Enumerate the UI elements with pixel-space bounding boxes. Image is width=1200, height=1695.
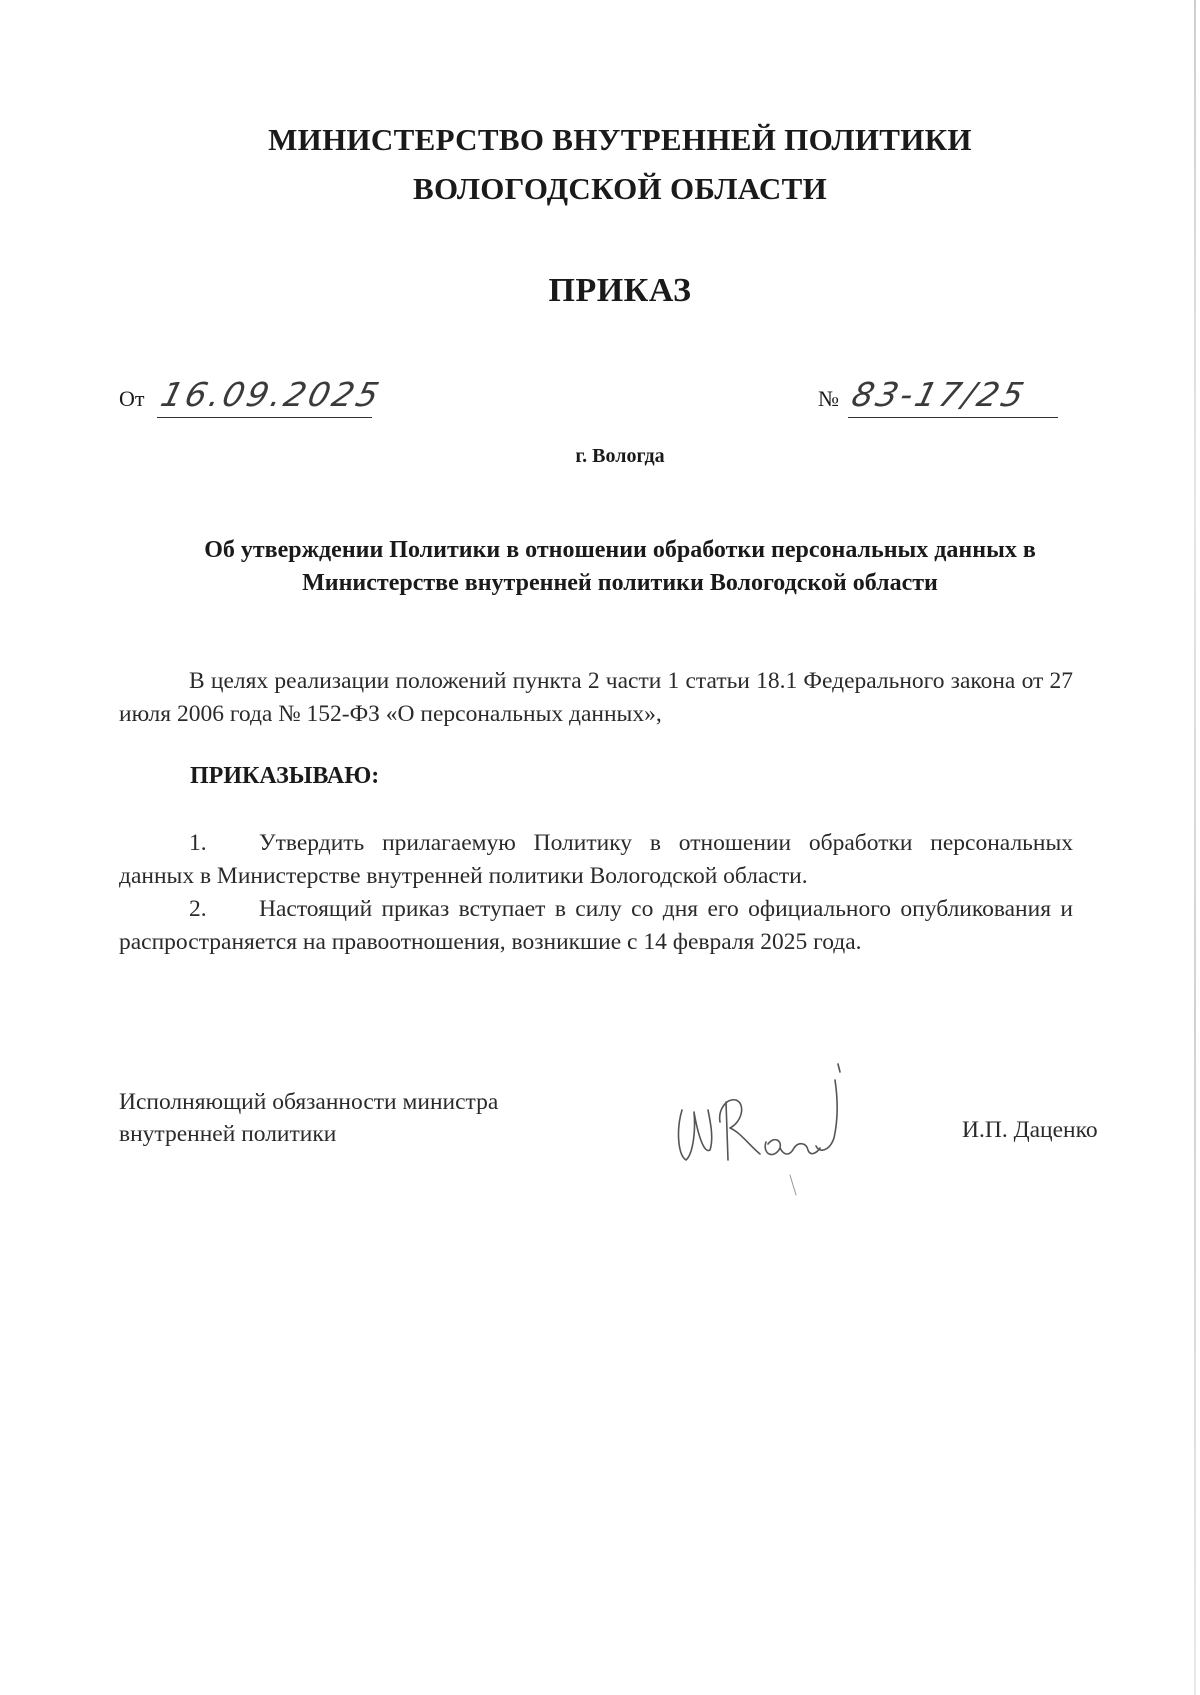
subject-line2: Министерстве внутренней политики Вологодской области (302, 570, 938, 596)
signatory-role (119, 1086, 498, 1150)
number-label: № (818, 386, 839, 411)
handwritten-number: 83-17/25 (848, 375, 1031, 414)
date-underline (157, 417, 372, 418)
ministry-name-line2: ВОЛОГОДСКОЙ ОБЛАСТИ (412, 171, 828, 206)
item-text: Настоящий приказ вступает в силу со дня его официального опубликования и распространяется на правоотношения, возникшие с 14 февраля 2025 года. (119, 896, 1073, 955)
order-word: ПРИКАЗЫВАЮ: (190, 763, 380, 789)
item-number: 1. (189, 830, 207, 856)
number-underline (848, 417, 1058, 418)
handwritten-signature (670, 1050, 890, 1200)
number-field (848, 372, 1058, 418)
date-label: От (119, 386, 145, 411)
item-text: Утвердить прилагаемую Политику в отношении обработки персональных данных в Министерстве внутренней политики Вологодской области. (119, 830, 1073, 889)
subject-line1: Об утверждении Политики в отношении обработки персональных данных в (204, 537, 1036, 563)
item-number: 2. (189, 896, 207, 922)
signatory-name: И.П. Даценко (962, 1117, 1098, 1143)
document-type-title: ПРИКАЗ (548, 272, 692, 309)
order-subject (140, 534, 1100, 600)
city-line: г. Вологда (575, 445, 665, 467)
preamble-paragraph: В целях реализации положений пункта 2 части 1 статьи 18.1 Федерального закона от 27 июля 2006 года № 152-ФЗ «О персональных данных», (119, 668, 1073, 727)
role-line1: Исполняющий обязанности министра (119, 1089, 499, 1115)
scan-edge-line (1194, 0, 1196, 1695)
role-line2: внутренней политики (119, 1121, 337, 1147)
date-field (157, 370, 386, 418)
order-item-1 (119, 827, 1073, 893)
ministry-name-line1: МИНИСТЕРСТВО ВНУТРЕННЕЙ ПОЛИТИКИ (268, 122, 972, 157)
order-item-2 (119, 893, 1073, 959)
handwritten-date: 16.09.2025 (157, 375, 386, 414)
